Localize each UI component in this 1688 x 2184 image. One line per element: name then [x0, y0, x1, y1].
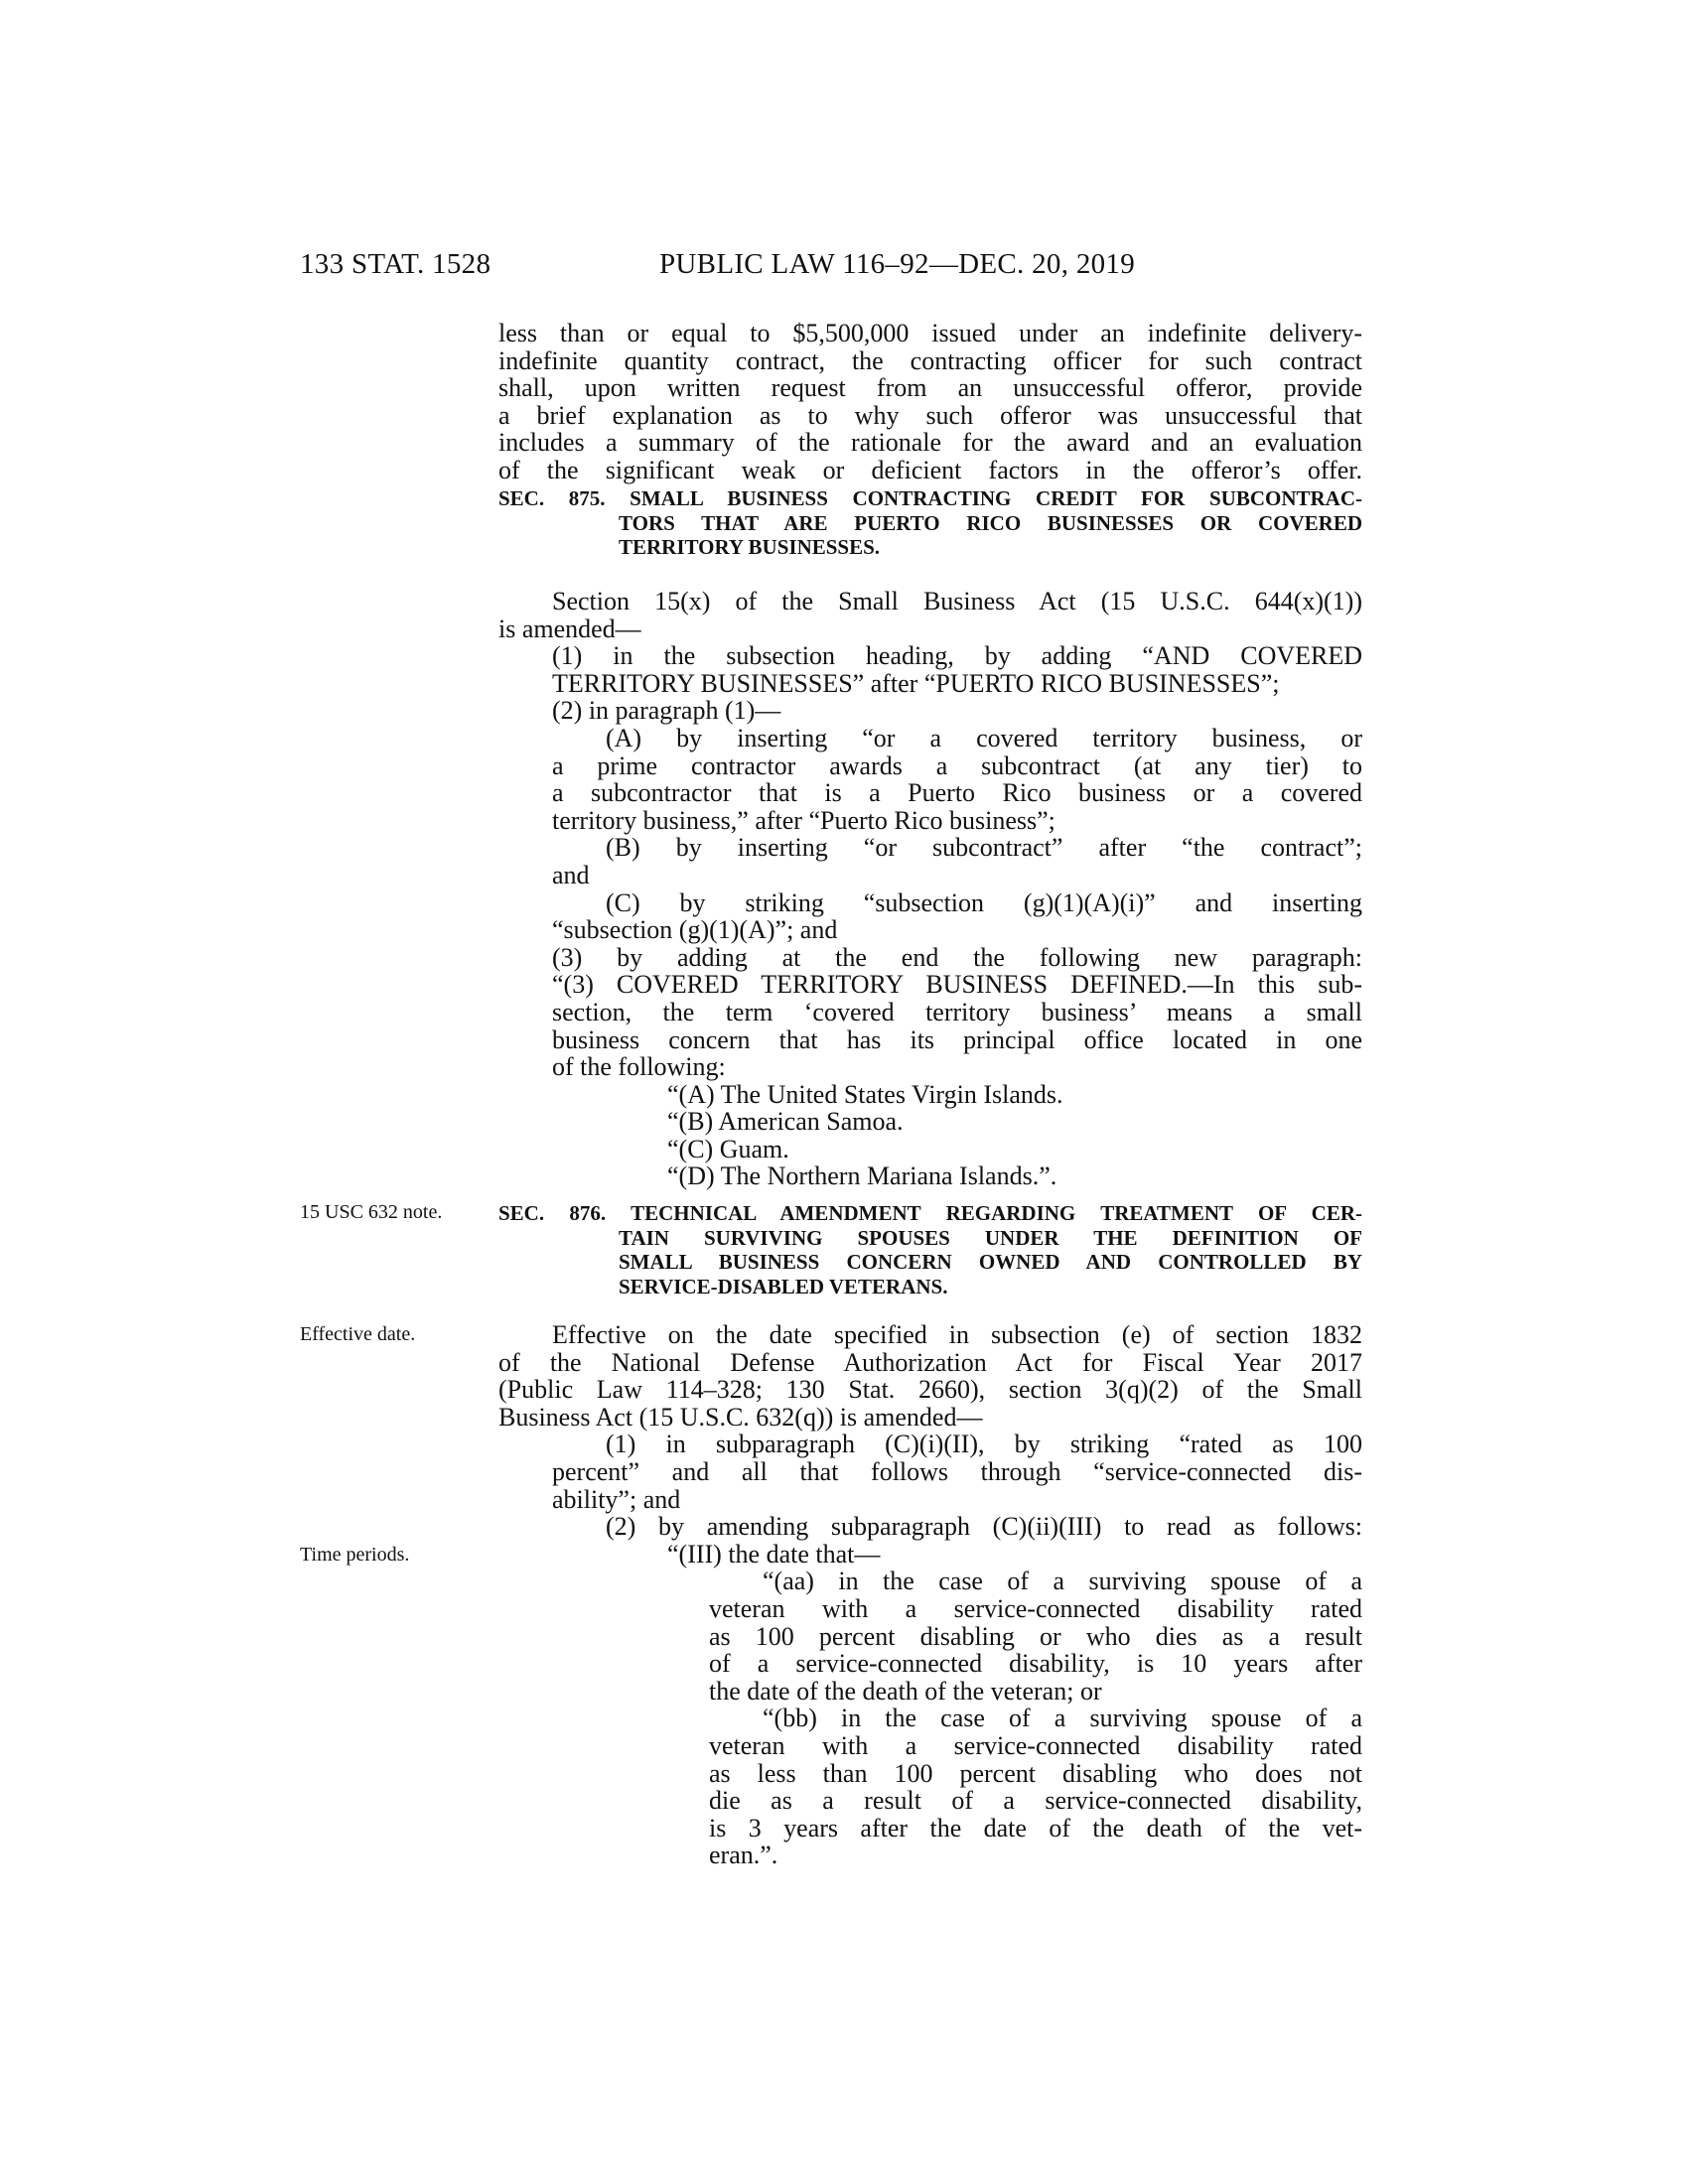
- text-line: die as a result of a service-connected disability,: [709, 1786, 1362, 1816]
- text-line: includes a summary of the rationale for the award and an evaluation: [498, 428, 1362, 458]
- text-line: of the National Defense Authorization Act for Fiscal Year 2017: [498, 1347, 1362, 1377]
- text-line: (A) by inserting “or a covered territory business, or: [606, 723, 1362, 752]
- list-item: “(D) The Northern Mariana Islands.”.: [667, 1161, 1057, 1191]
- sec-876-body: [498, 1321, 1362, 1869]
- list-item: “(B) American Samoa.: [667, 1107, 904, 1137]
- section-heading-line: TAIN SURVIVING SPOUSES UNDER THE DEFINITION OF: [619, 1225, 1362, 1250]
- margin-note-time-periods: Time periods.: [300, 1544, 410, 1566]
- text-line: Business Act (15 U.S.C. 632(q)) is amended—: [498, 1402, 983, 1432]
- text-line: section, the term ‘covered territory business’ means a small: [552, 997, 1362, 1026]
- list-item: “(C) Guam.: [667, 1134, 789, 1163]
- text-line: (2) by amending subparagraph (C)(ii)(III) to read as follows:: [606, 1512, 1362, 1542]
- text-line: (1) in the subsection heading, by adding “AND COVERED: [552, 641, 1362, 671]
- text-line: Effective on the date specified in subsection (e) of section 1832: [552, 1320, 1362, 1349]
- text-line: veteran with a service-connected disability rated: [709, 1730, 1362, 1760]
- text-line: territory business,” after “Puerto Rico business”;: [552, 805, 1055, 835]
- text-line: “(3) COVERED TERRITORY BUSINESS DEFINED.—In this sub-: [552, 970, 1362, 1000]
- text-line: (1) in subparagraph (C)(i)(II), by striking “rated as 100: [606, 1430, 1362, 1459]
- sec-875-heading: [498, 486, 1362, 560]
- page-stat-number: 133 STAT. 1528: [300, 248, 492, 280]
- text-line: TERRITORY BUSINESSES” after “PUERTO RICO BUSINESSES”;: [552, 668, 1280, 698]
- text-line: is amended—: [498, 614, 641, 643]
- text-line: of a service-connected disability, is 10 years after: [709, 1649, 1362, 1679]
- section-heading-line: SEC. 875. SMALL BUSINESS CONTRACTING CREDIT FOR SUBCONTRAC-: [498, 486, 1362, 510]
- text-line: a subcontractor that is a Puerto Rico business or a covered: [552, 778, 1362, 808]
- text-line: (C) by striking “subsection (g)(1)(A)(i)” and inserting: [606, 887, 1362, 917]
- section-heading-line: SERVICE-DISABLED VETERANS.: [619, 1274, 948, 1298]
- text-line: is 3 years after the date of the death of the vet-: [709, 1813, 1362, 1843]
- text-line: shall, upon written request from an unsuccessful offeror, provide: [498, 373, 1362, 403]
- text-line: (2) in paragraph (1)—: [552, 696, 781, 726]
- text-line: less than or equal to $5,500,000 issued under an indefinite delivery-: [498, 319, 1362, 347]
- text-line: of the significant weak or deficient factors in the offeror’s offer.: [498, 455, 1362, 484]
- text-line: business concern that has its principal office located in one: [552, 1024, 1362, 1054]
- text-line: percent” and all that follows through “service-connected dis-: [552, 1456, 1362, 1486]
- section-heading-line: TERRITORY BUSINESSES.: [619, 535, 881, 560]
- margin-note-usc: 15 USC 632 note.: [300, 1201, 443, 1223]
- text-line: ability”; and: [552, 1484, 681, 1514]
- section-heading-line: SEC. 876. TECHNICAL AMENDMENT REGARDING TREATMENT OF CER-: [498, 1201, 1362, 1225]
- section-heading-line: SMALL BUSINESS CONCERN OWNED AND CONTROLLED BY: [619, 1250, 1362, 1275]
- text-line: the date of the death of the veteran; or: [709, 1676, 1102, 1706]
- sec-876-heading: [498, 1201, 1362, 1298]
- text-line: (B) by inserting “or subcontract” after “the contract”;: [606, 833, 1362, 863]
- continued-paragraph: [498, 320, 1362, 484]
- margin-note-effective-date: Effective date.: [300, 1323, 416, 1345]
- text-line: as 100 percent disabling or who dies as a result: [709, 1621, 1362, 1651]
- text-line: a prime contractor awards a subcontract (at any tier) to: [552, 751, 1362, 780]
- text-line: (3) by adding at the end the following new paragraph:: [552, 942, 1362, 972]
- text-line: “(bb) in the case of a surviving spouse of a: [763, 1704, 1362, 1733]
- text-line: of the following:: [552, 1052, 726, 1082]
- text-line: (Public Law 114–328; 130 Stat. 2660), section 3(q)(2) of the Small: [498, 1375, 1362, 1405]
- running-head: PUBLIC LAW 116–92—DEC. 20, 2019: [659, 248, 1136, 280]
- list-item: “(A) The United States Virgin Islands.: [667, 1079, 1063, 1109]
- text-line: Section 15(x) of the Small Business Act (15 U.S.C. 644(x)(1)): [552, 587, 1362, 615]
- text-line: veteran with a service-connected disability rated: [709, 1593, 1362, 1623]
- text-line: “(III) the date that—: [667, 1539, 881, 1569]
- text-line: eran.”.: [709, 1841, 778, 1870]
- text-line: “(aa) in the case of a surviving spouse of a: [763, 1567, 1362, 1596]
- text-line: and: [552, 860, 590, 889]
- text-line: a brief explanation as to why such offeror was unsuccessful that: [498, 400, 1362, 430]
- text-line: indefinite quantity contract, the contracting officer for such contract: [498, 345, 1362, 375]
- text-line: “subsection (g)(1)(A)”; and: [552, 915, 838, 945]
- text-line: as less than 100 percent disabling who does not: [709, 1758, 1362, 1788]
- section-heading-line: TORS THAT ARE PUERTO RICO BUSINESSES OR COVERED: [619, 510, 1362, 535]
- sec-875-body: [498, 588, 1362, 1190]
